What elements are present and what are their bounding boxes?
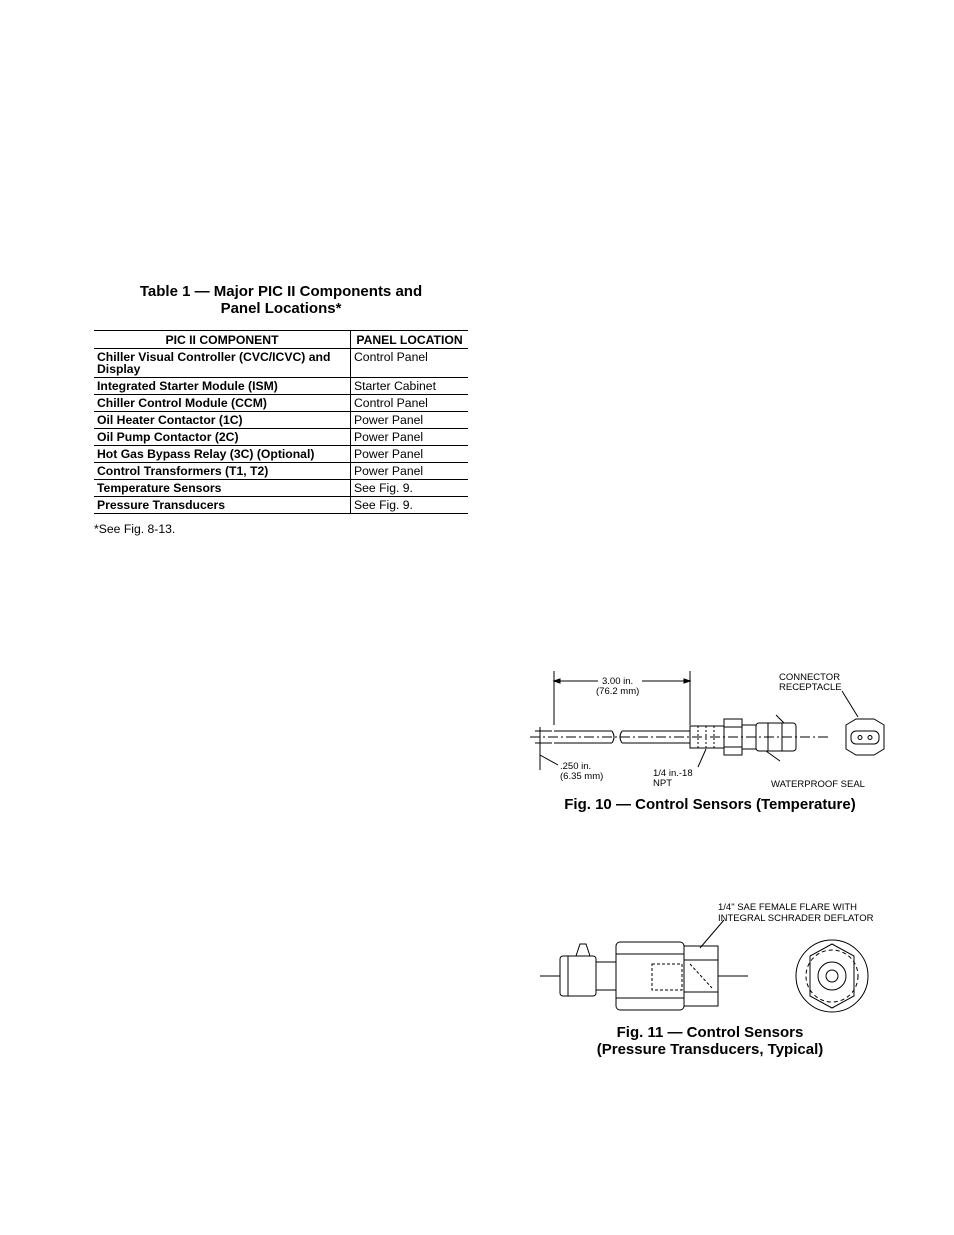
fig11-caption-line2: (Pressure Transducers, Typical)	[596, 1041, 824, 1058]
location-cell: Power Panel	[351, 429, 469, 446]
component-cell: Oil Heater Contactor (1C)	[94, 412, 351, 429]
location-cell: Power Panel	[351, 463, 469, 480]
components-table	[94, 330, 468, 514]
component-cell: Hot Gas Bypass Relay (3C) (Optional)	[94, 446, 351, 463]
dim-length-mm: (76.2 mm)	[596, 686, 640, 697]
component-cell: Temperature Sensors	[94, 480, 351, 497]
table-title	[94, 283, 468, 317]
flare-label-line2: INTEGRAL SCHRADER DEFLATOR	[718, 913, 874, 924]
component-cell: Chiller Visual Controller (CVC/ICVC) and Display	[94, 349, 351, 378]
component-cell: Control Transformers (T1, T2)	[94, 463, 351, 480]
table-row	[94, 412, 468, 429]
table-row	[94, 395, 468, 412]
table-footnote: *See Fig. 8-13.	[94, 522, 176, 536]
location-cell: Starter Cabinet	[351, 378, 469, 395]
column-header-location: PANEL LOCATION	[351, 331, 469, 349]
thread-label-line1: 1/4 in.-18	[653, 768, 693, 779]
fig10-caption: Fig. 10 — Control Sensors (Temperature)	[564, 796, 856, 813]
fig11-caption-line1: Fig. 11 — Control Sensors	[616, 1024, 804, 1041]
temperature-sensor-drawing	[530, 665, 900, 795]
dim-diameter-in: .250 in.	[560, 761, 592, 772]
temperature-sensor-svg	[530, 665, 900, 795]
fig11-caption	[560, 1024, 860, 1058]
component-cell: Oil Pump Contactor (2C)	[94, 429, 351, 446]
location-cell: See Fig. 9.	[351, 480, 469, 497]
component-cell: Pressure Transducers	[94, 497, 351, 514]
dim-diameter-mm: (6.35 mm)	[560, 771, 604, 782]
component-cell: Integrated Starter Module (ISM)	[94, 378, 351, 395]
table-header-row	[94, 331, 468, 349]
pressure-transducer-svg	[530, 898, 900, 1022]
location-cell: Power Panel	[351, 446, 469, 463]
connector-label-line1: CONNECTOR	[779, 672, 841, 683]
flare-label-line1: 1/4" SAE FEMALE FLARE WITH	[718, 902, 858, 913]
location-cell: Control Panel	[351, 395, 469, 412]
thread-label-line2: NPT	[653, 778, 672, 789]
table-row	[94, 446, 468, 463]
component-cell: Chiller Control Module (CCM)	[94, 395, 351, 412]
pressure-transducer-drawing	[530, 898, 900, 1022]
table-row	[94, 480, 468, 497]
table-row	[94, 429, 468, 446]
location-cell: See Fig. 9.	[351, 497, 469, 514]
table-row	[94, 378, 468, 395]
location-cell: Power Panel	[351, 412, 469, 429]
dim-length-in: 3.00 in.	[602, 676, 634, 687]
connector-label-line2: RECEPTACLE	[779, 682, 842, 693]
seal-label: WATERPROOF SEAL	[771, 779, 865, 790]
table-row	[94, 497, 468, 514]
table-row	[94, 349, 468, 378]
location-cell: Control Panel	[351, 349, 469, 378]
table-title-line2: Panel Locations*	[220, 300, 342, 317]
table-row	[94, 463, 468, 480]
table-title-line1: Table 1 — Major PIC II Components and	[139, 283, 423, 300]
column-header-component: PIC II COMPONENT	[94, 331, 351, 349]
